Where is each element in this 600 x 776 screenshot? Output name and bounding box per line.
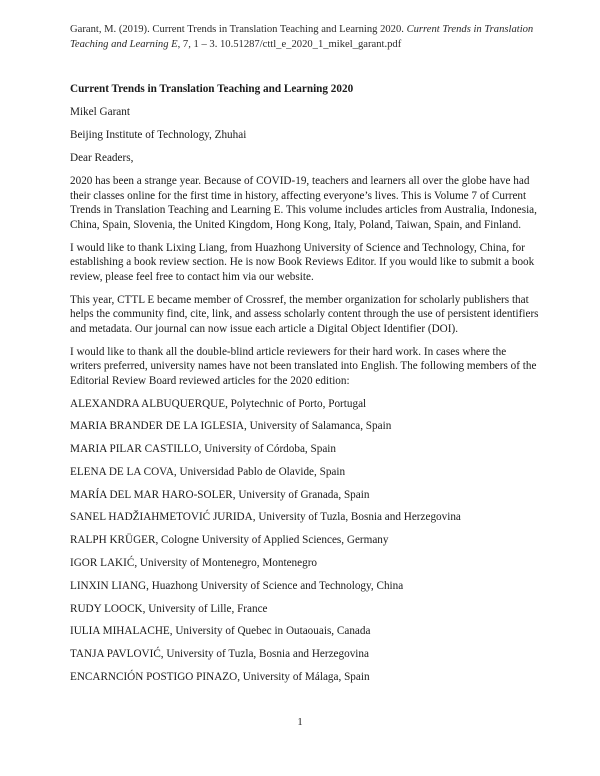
salutation: Dear Readers,: [70, 152, 134, 164]
article-title: Current Trends in Translation Teaching and Learning 2020: [70, 83, 354, 95]
reviewer-item: ELENA DE LA COVA, Universidad Pablo de Olavide, Spain: [70, 465, 346, 478]
author-affiliation: Beijing Institute of Technology, Zhuhai: [70, 129, 247, 141]
running-header-citation: [70, 22, 540, 52]
reviewer-item: TANJA PAVLOVIĆ, University of Tuzla, Bosnia and Herzegovina: [70, 648, 369, 661]
paragraph-intro: 2020 has been a strange year. Because of COVID-19, teachers and learners all over the globe have had their classes online for the first time in history, affecting everyone’s lives. This is Volume 7 of Current Trends in Translation Teaching and Learning E. This volume includes articles from Australia, Indonesia, China, Spain, Slovenia, the United Kingdom, Hong Kong, Italy, Poland, Taiwan, Spain, and Finland.: [70, 175, 537, 231]
citation-details: , 7, 1 – 3. 10.51287/cttl_e_2020_1_mikel_garant.pdf: [177, 39, 402, 50]
citation-journal-title: Current Trends in Translation Teaching and Learning E: [70, 24, 534, 50]
reviewer-item: MARIA PILAR CASTILLO, University of Córdoba, Spain: [70, 443, 337, 456]
reviewer-list: [70, 397, 540, 685]
paragraph-reviewers: I would like to thank all the double-blind article reviewers for their hard work. In cases where the writers preferred, university names have not been translated into English. The following members of the Editorial Review Board reviewed articles for the 2020 edition:: [70, 345, 537, 387]
author-name: Mikel Garant: [70, 106, 130, 118]
reviewer-item: RUDY LOOCK, University of Lille, France: [70, 602, 268, 615]
reviewer-item: SANEL HADŽIAHMETOVIĆ JURIDA, University of Tuzla, Bosnia and Herzegovina: [70, 511, 461, 524]
article-body: [70, 82, 540, 693]
reviewer-item: ENCARNCIÓN POSTIGO PINAZO, University of Málaga, Spain: [70, 671, 370, 684]
reviewer-item: MARIA BRANDER DE LA IGLESIA, University of Salamanca, Spain: [70, 420, 392, 433]
paragraph-book-review: I would like to thank Lixing Liang, from Huazhong University of Science and Technology, China, for establishing a book review section. He is now Book Reviews Editor. If you would like to submit a book review, please feel free to contact him via our website.: [70, 241, 535, 283]
paragraph-crossref: This year, CTTL E became member of Crossref, the member organization for scholarly publishers that helps the community find, cite, link, and assess scholarly content through the use of persistent identifiers and metadata. Our journal can now issue each article a Digital Object Identifier (DOI).: [70, 293, 539, 335]
reviewer-item: ALEXANDRA ALBUQUERQUE, Polytechnic of Porto, Portugal: [70, 397, 367, 410]
reviewer-item: LINXIN LIANG, Huazhong University of Science and Technology, China: [70, 579, 404, 592]
reviewer-item: RALPH KRÜGER, Cologne University of Applied Sciences, Germany: [70, 534, 389, 547]
reviewer-item: IULIA MIHALACHE, University of Quebec in Outaouais, Canada: [70, 625, 371, 638]
reviewer-item: MARÍA DEL MAR HARO-SOLER, University of Granada, Spain: [70, 488, 370, 501]
page-number: 1: [297, 717, 303, 728]
citation-text: Garant, M. (2019). Current Trends in Translation Teaching and Learning 2020.: [70, 24, 407, 35]
reviewer-item: IGOR LAKIĆ, University of Montenegro, Montenegro: [70, 557, 318, 570]
